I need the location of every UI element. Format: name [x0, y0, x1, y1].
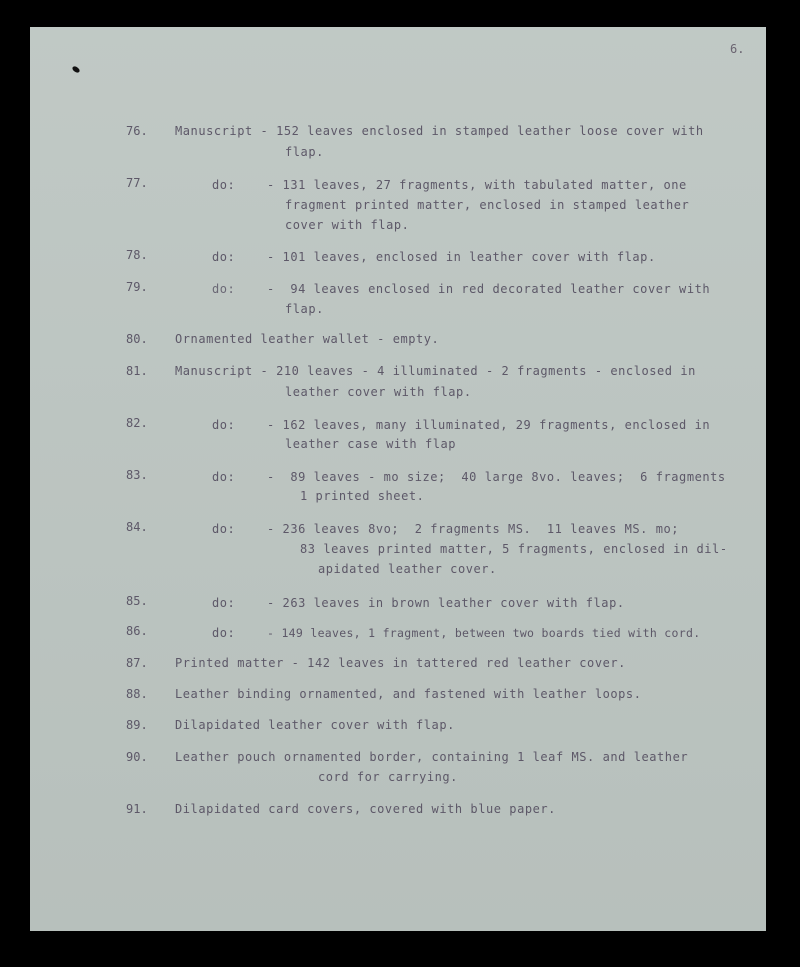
- entry-text: leather cover with flap.: [285, 385, 472, 399]
- entry-ditto: do:: [212, 178, 236, 192]
- entry-number: 84.: [126, 520, 148, 534]
- entry-number: 88.: [126, 687, 148, 701]
- entry-text: Leather pouch ornamented border, containing 1 leaf MS. and leather: [175, 750, 689, 764]
- entry-ditto: do:: [212, 250, 236, 264]
- entry-ditto: do:: [212, 282, 236, 296]
- entry-number: 85.: [126, 594, 148, 608]
- entry-number: 78.: [126, 248, 148, 262]
- entry-text: Dilapidated card covers, covered with blue paper.: [175, 802, 556, 816]
- entry-ditto: do:: [212, 418, 236, 432]
- entry-text: cover with flap.: [285, 218, 410, 232]
- entry-ditto: do:: [212, 596, 236, 610]
- entry-number: 76.: [126, 124, 148, 138]
- entry-number: 80.: [126, 332, 148, 346]
- entry-text: leather case with flap: [285, 437, 457, 451]
- entry-text: Dilapidated leather cover with flap.: [175, 718, 455, 732]
- entry-text: fragment printed matter, enclosed in stamped leather: [285, 198, 690, 212]
- entry-text: flap.: [285, 302, 324, 316]
- entry-text: Manuscript - 210 leaves - 4 illuminated - 2 fragments - enclosed in: [175, 364, 696, 378]
- entry-text: - 131 leaves, 27 fragments, with tabulated matter, one: [267, 178, 687, 192]
- entry-text: - 94 leaves enclosed in red decorated leather cover with: [267, 282, 711, 296]
- entry-text: Leather binding ornamented, and fastened with leather loops.: [175, 687, 642, 701]
- entry-number: 87.: [126, 656, 148, 670]
- entry-number: 90.: [126, 750, 148, 764]
- entry-number: 83.: [126, 468, 148, 482]
- entry-ditto: do:: [212, 470, 236, 484]
- entry-number: 81.: [126, 364, 148, 378]
- entry-number: 86.: [126, 624, 148, 638]
- entry-text: apidated leather cover.: [318, 562, 497, 576]
- entry-text: - 149 leaves, 1 fragment, between two boards tied with cord.: [267, 626, 701, 640]
- entry-number: 89.: [126, 718, 148, 732]
- entry-text: 1 printed sheet.: [300, 489, 425, 503]
- entry-ditto: do:: [212, 626, 236, 640]
- entry-text: - 236 leaves 8vo; 2 fragments MS. 11 leaves MS. mo;: [267, 522, 680, 536]
- entry-text: cord for carrying.: [318, 770, 458, 784]
- entry-text: - 263 leaves in brown leather cover with flap.: [267, 596, 625, 610]
- entry-text: 83 leaves printed matter, 5 fragments, enclosed in dil-: [300, 542, 728, 556]
- entry-number: 77.: [126, 176, 148, 190]
- entry-number: 91.: [126, 802, 148, 816]
- entry-text: Printed matter - 142 leaves in tattered red leather cover.: [175, 656, 626, 670]
- page-number: 6.: [730, 42, 745, 56]
- entry-number: 82.: [126, 416, 148, 430]
- entry-number: 79.: [126, 280, 148, 294]
- entry-text: Manuscript - 152 leaves enclosed in stamped leather loose cover with: [175, 124, 704, 138]
- entry-text: - 101 leaves, enclosed in leather cover with flap.: [267, 250, 656, 264]
- entry-text: Ornamented leather wallet - empty.: [175, 332, 440, 346]
- entry-text: flap.: [285, 145, 324, 159]
- entry-text: - 162 leaves, many illuminated, 29 fragments, enclosed in: [267, 418, 711, 432]
- entry-ditto: do:: [212, 522, 236, 536]
- entry-text: - 89 leaves - mo size; 40 large 8vo. leaves; 6 fragments: [267, 470, 726, 484]
